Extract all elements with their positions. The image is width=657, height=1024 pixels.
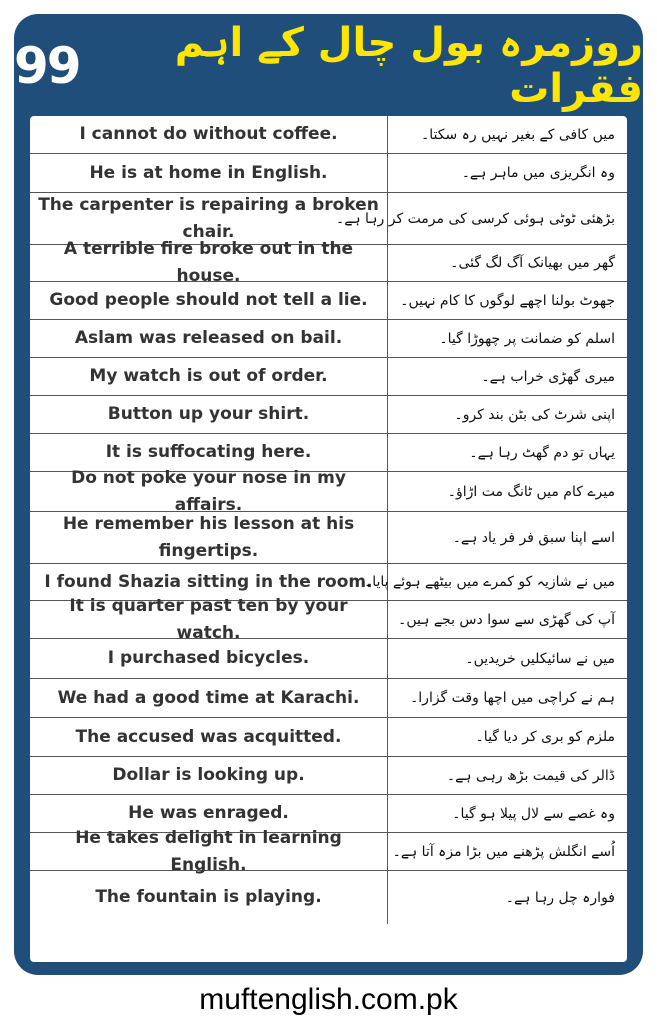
english-phrase: I purchased bicycles. [30,639,388,678]
urdu-phrase: اسلم کو ضمانت پر چھوڑا گیا۔ [439,330,615,347]
page-title [14,14,643,118]
urdu-phrase: آپ کی گھڑی سے سوا دس بجے ہیں۔ [398,611,615,628]
english-phrase: Aslam was released on bail. [30,320,388,357]
urdu-phrase: فوارہ چل رہا ہے۔ [505,889,615,906]
english-phrase: I cannot do without coffee. [30,116,388,153]
phrase-table [30,116,627,962]
table-row [30,116,627,154]
urdu-phrase: میں نے شازیہ کو کمرے میں بیٹھے ہوئے پایا۔ [364,574,615,590]
table-row [30,679,627,718]
english-phrase: It is quarter past ten by your watch. [30,601,388,638]
urdu-phrase: میرے کام میں ٹانگ مت اڑاؤ۔ [447,483,615,500]
english-phrase: The fountain is playing. [30,871,388,924]
urdu-phrase: گھر میں بھیانک آگ لگ گئی۔ [450,255,615,271]
table-row [30,467,627,515]
english-phrase: I found Shazia sitting in the room. [30,564,388,600]
urdu-phrase: اپنی شرٹ کی بٹن بند کرو۔ [454,406,615,423]
urdu-phrase: وہ انگریزی میں ماہر ہے۔ [461,165,615,181]
urdu-phrase: اسے اپنا سبق فر فر یاد ہے۔ [452,529,615,546]
english-phrase: He was enraged. [30,795,388,832]
english-phrase: He remember his lesson at his fingertips. [30,512,388,563]
urdu-phrase: اُسے انگلش پڑھنے میں بڑا مزہ آتا ہے۔ [392,843,615,860]
table-row [30,639,627,679]
urdu-phrase: ڈالر کی قیمت بڑھ رہی ہے۔ [446,767,615,784]
table-row [30,871,627,924]
table-row [30,239,627,286]
table-row [30,718,627,757]
urdu-phrase: وہ غصے سے لال پیلا ہو گیا۔ [452,805,615,822]
table-row [30,282,627,320]
english-phrase: It is suffocating here. [30,434,388,471]
urdu-phrase: یہاں تو دم گھٹ رہا ہے۔ [469,444,615,461]
table-row [30,595,627,643]
urdu-phrase: میری گھڑی خراب ہے۔ [481,368,615,385]
table-row [30,757,627,795]
english-phrase: We had a good time at Karachi. [30,679,388,717]
table-row [30,827,627,875]
urdu-phrase: میں کافی کے بغیر نہیں رہ سکتا۔ [421,126,615,143]
table-row [30,154,627,193]
english-phrase: A terrible fire broke out in the house. [30,245,388,281]
english-phrase: Do not poke your nose in my affairs. [30,472,388,511]
table-row [30,320,627,358]
english-phrase: Dollar is looking up. [30,757,388,794]
table-row [30,396,627,434]
urdu-phrase: میں نے سائیکلیں خریدیں۔ [465,650,615,667]
english-phrase: He takes delight in learning English. [30,833,388,870]
english-phrase: Button up your shirt. [30,396,388,433]
title-urdu: روزمرہ بول چال کے اہم فقرات [174,20,643,112]
urdu-phrase: ملزم کو بری کر دیا گیا۔ [475,729,615,745]
urdu-phrase: بڑھئی ٹوٹی ہوئی کرسی کی مرمت کر رہا ہے۔ [335,210,615,227]
poster-card [14,14,643,975]
english-phrase: The accused was acquitted. [30,718,388,756]
english-phrase: He is at home in English. [30,154,388,192]
english-phrase: My watch is out of order. [30,358,388,395]
urdu-phrase: جھوٹ بولنا اچھے لوگوں کا کام نہیں۔ [400,292,615,309]
table-row [30,512,627,564]
table-row [30,358,627,396]
website-footer: muftenglish.com.pk [199,983,458,1016]
urdu-phrase: ہم نے کراچی میں اچھا وقت گزارا۔ [410,690,615,706]
title-number: 99 [14,37,80,95]
english-phrase: The carpenter is repairing a broken chair. [30,193,388,244]
english-phrase: Good people should not tell a lie. [30,282,388,319]
